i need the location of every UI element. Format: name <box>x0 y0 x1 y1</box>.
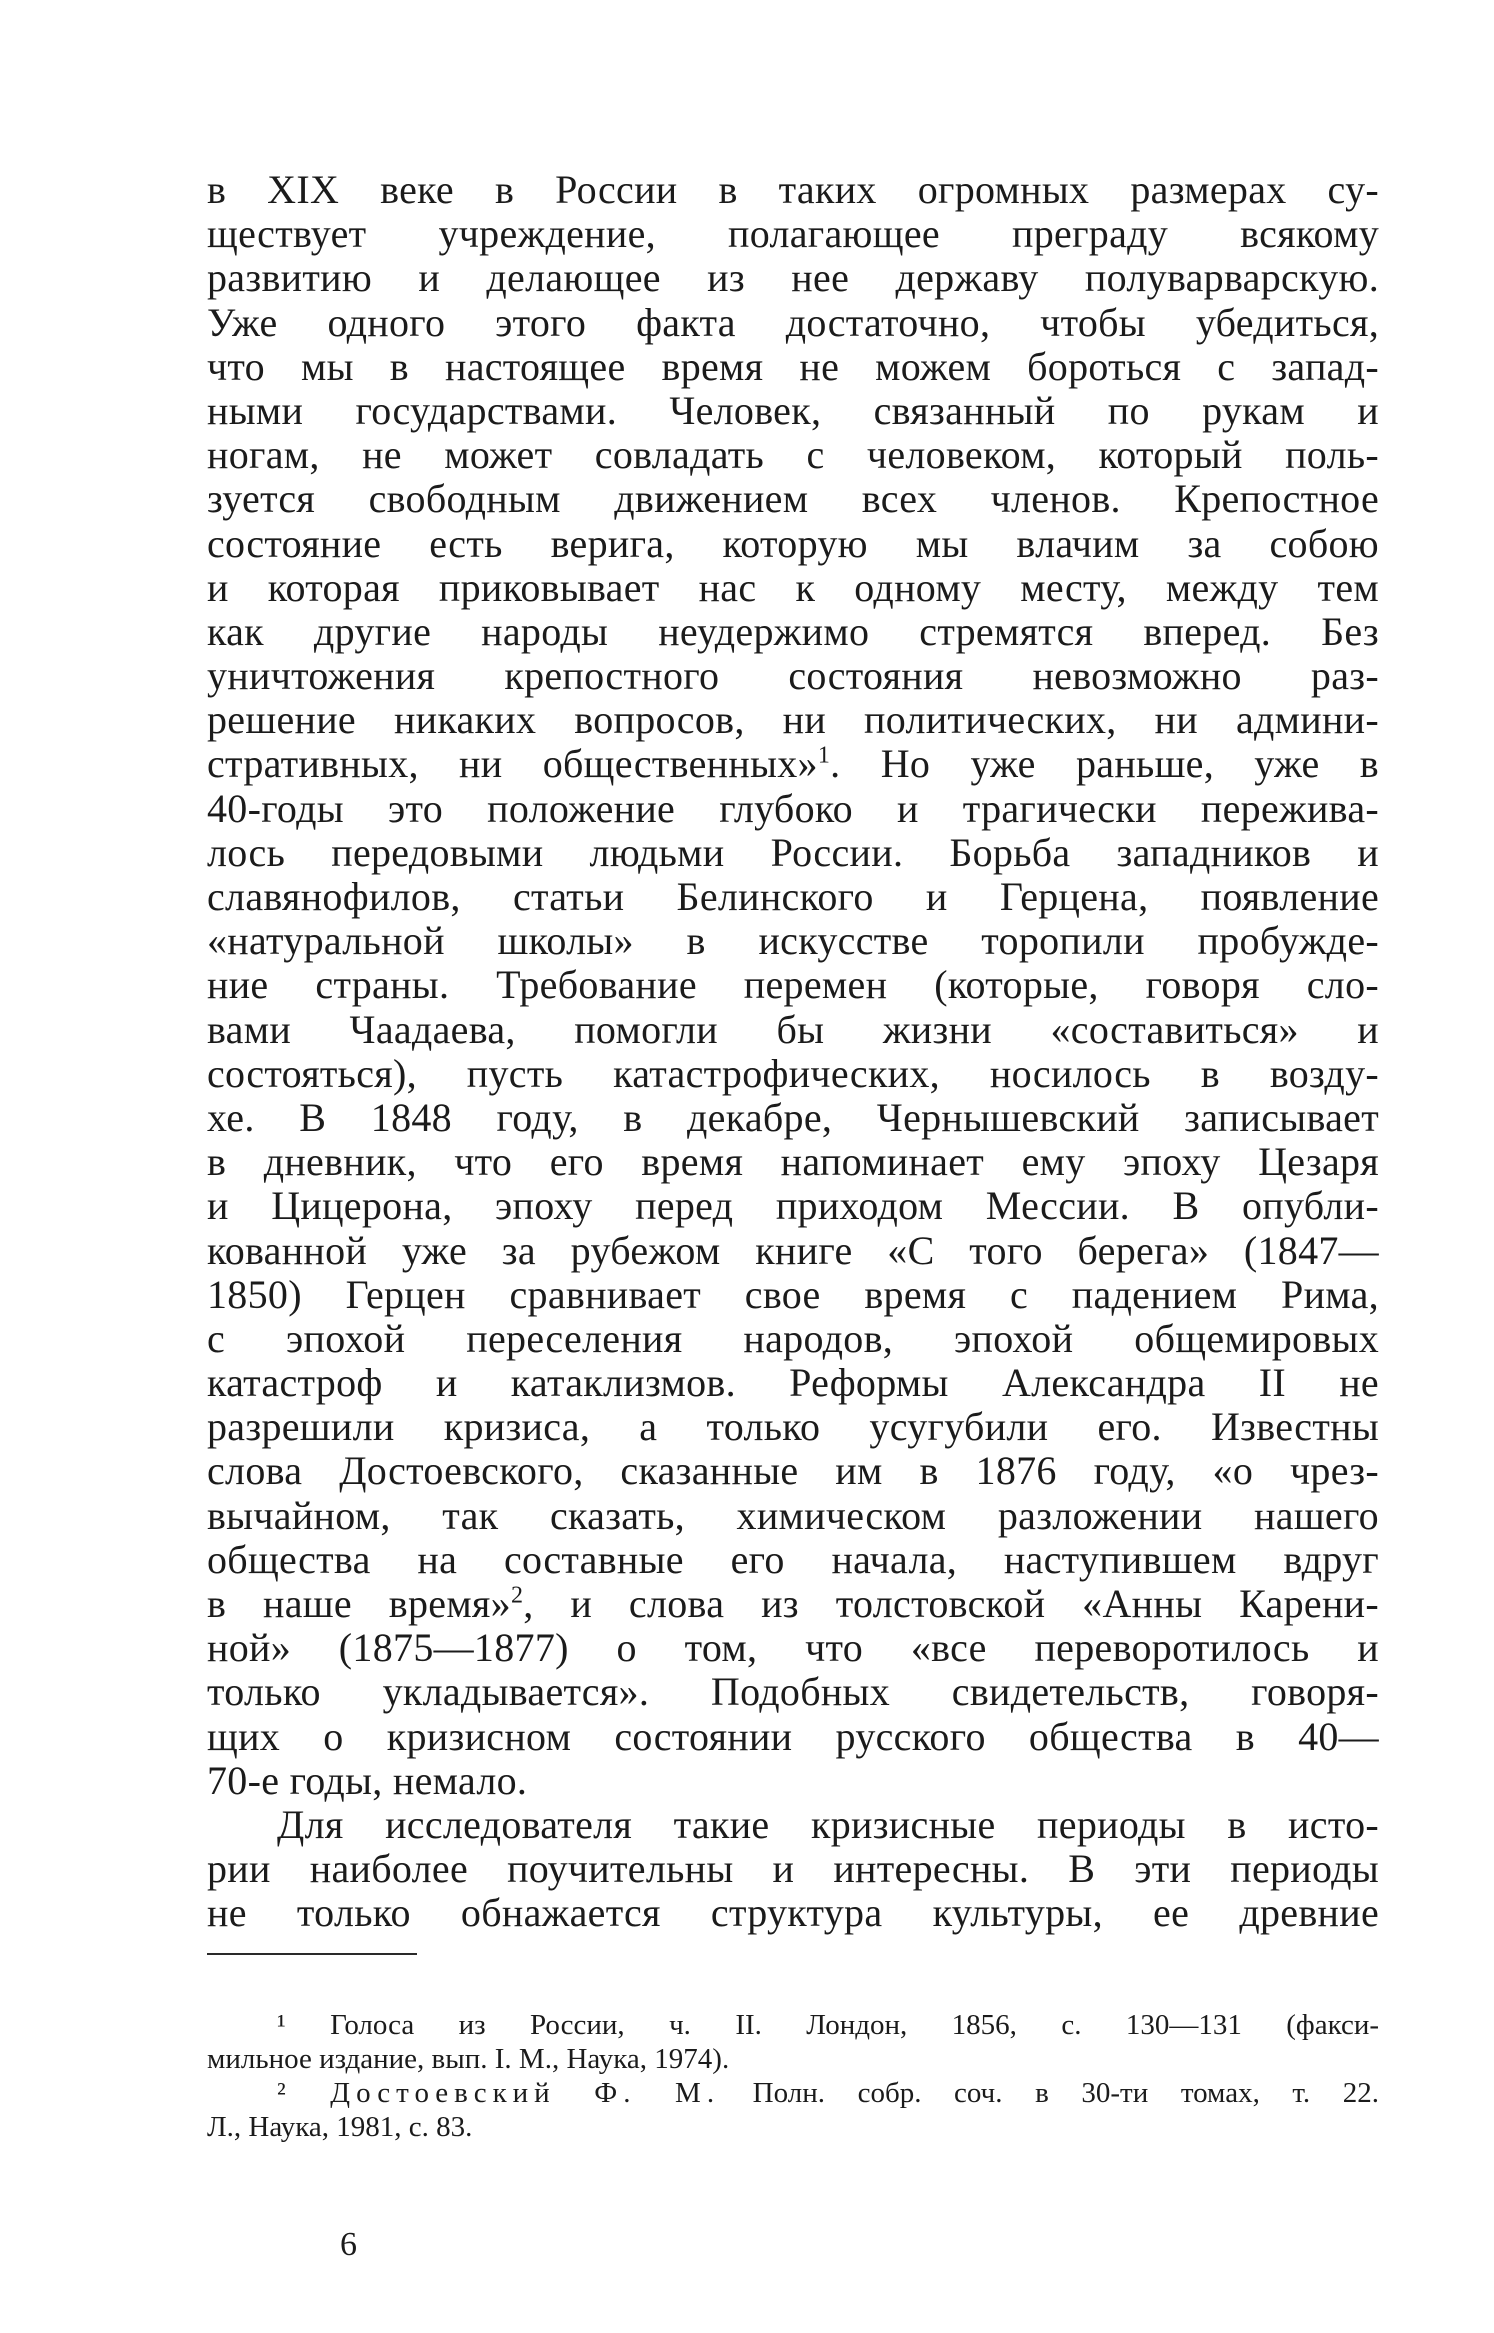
footnote-divider <box>207 1953 417 1955</box>
footnote-2 <box>207 2076 1379 2110</box>
text-line: как другие народы неудержимо стремятся вперед. Без <box>207 608 1379 654</box>
text-line: общества на составные его начала, наступившем вдруг <box>207 1536 1379 1582</box>
text-line: лось передовыми людьми России. Борьба западников и <box>207 829 1379 875</box>
footnote-2-source: Полн. собр. соч. в 30-ти томах, т. 22. <box>720 2077 1380 2109</box>
text-line: ществует учреждение, полагающее преграду всякому <box>207 211 1379 257</box>
text-line: рии наиболее поучительны и интересны. В эти периоды <box>207 1846 1379 1892</box>
text-line: разрешили кризиса, а только усугубили его. Известны <box>207 1404 1379 1450</box>
text-line: развитию и делающее из нее державу полуварварскую. <box>207 255 1379 301</box>
text-line: зуется свободным движением всех членов. Крепостное <box>207 476 1379 522</box>
main-text <box>207 168 1379 1936</box>
text-line: ногам, не может совладать с человеком, который поль- <box>207 432 1379 478</box>
text-line: состояние есть верига, которую мы влачим за собою <box>207 520 1379 566</box>
text-line: и которая приковывает нас к одному месту, между тем <box>207 564 1379 610</box>
text-line: решение никаких вопросов, ни политических, ни админи- <box>207 697 1379 743</box>
text-line: в XIX веке в России в таких огромных размерах су- <box>207 167 1379 212</box>
text-line: Для исследователя такие кризисные периоды в исто- <box>277 1801 1379 1847</box>
page-number: 6 <box>340 2226 357 2263</box>
text-line: вами Чаадаева, помогли бы жизни «составиться» и <box>207 1006 1379 1052</box>
text-line: состояться), пусть катастрофических, носилось в возду- <box>207 1050 1379 1096</box>
text-line: вычайном, так сказать, химическом разложении нашего <box>207 1492 1379 1538</box>
text-line: 70-е годы, немало. <box>207 1757 528 1803</box>
text-line: ной» (1875—1877) о том, что «все переворотилось и <box>207 1625 1379 1671</box>
text-line: только укладывается». Подобных свидетельств, говоря- <box>207 1669 1379 1715</box>
text-line: что мы в настоящее время не можем бороться с запад- <box>207 343 1379 389</box>
text-line: славянофилов, статьи Белинского и Герцена, появление <box>207 874 1379 919</box>
text-line: 1850) Герцен сравнивает свое время с падением Рима, <box>207 1271 1379 1317</box>
text-line: слова Достоевского, сказанные им в 1876 году, «о чрез- <box>207 1448 1379 1494</box>
text-line: катастроф и катаклизмов. Реформы Александра II не <box>207 1360 1379 1406</box>
text-line: «натуральной школы» в искусстве торопили пробужде- <box>207 918 1379 964</box>
footnote-ref-2[interactable]: 2 <box>510 1582 524 1609</box>
text-line <box>207 742 1379 786</box>
text-line: 40-годы это положение глубоко и трагически пережива- <box>207 785 1379 831</box>
footnote-ref-1[interactable]: 1 <box>817 743 831 770</box>
text-line <box>207 1582 1379 1626</box>
text-segment: , и слова из толстовской «Анны Карени- <box>523 1581 1379 1626</box>
text-line: кованной уже за рубежом книге «С того берега» (1847— <box>207 1227 1379 1273</box>
text-line: и Цицерона, эпоху перед приходом Мессии. В опубли- <box>207 1183 1379 1229</box>
footnote-1-continuation: мильное издание, вып. I. М., Наука, 1974). <box>207 2043 730 2075</box>
footnote-2-continuation: Л., Наука, 1981, с. 83. <box>207 2111 473 2143</box>
text-segment: . Но уже раньше, уже в <box>830 741 1379 787</box>
text-line: ными государствами. Человек, связанный по рукам и <box>207 387 1379 433</box>
footnotes <box>207 2008 1379 2144</box>
text-line: с эпохой переселения народов, эпохой общемировых <box>207 1315 1379 1361</box>
text-line: хе. В 1848 году, в декабре, Чернышевский записывает <box>207 1094 1379 1140</box>
text-segment: стративных, ни общественных» <box>207 741 818 787</box>
text-segment: в наше время» <box>207 1581 511 1626</box>
footnote-2-author: ² Достоевский Ф. М. <box>277 2077 721 2109</box>
text-line: щих о кризисном состоянии русского общества в 40— <box>207 1713 1379 1759</box>
text-line: в дневник, что его время напоминает ему эпоху Цезаря <box>207 1139 1379 1185</box>
text-line: ние страны. Требование перемен (которые, говоря сло- <box>207 962 1379 1008</box>
text-line: Уже одного этого факта достаточно, чтобы убедиться, <box>207 299 1379 345</box>
footnote-1: ¹ Голоса из России, ч. II. Лондон, 1856, с. 130—131 (факси- <box>277 2009 1379 2041</box>
text-line: не только обнажается структура культуры, ее древние <box>207 1890 1379 1936</box>
text-line: уничтожения крепостного состояния невозможно раз- <box>207 653 1379 699</box>
